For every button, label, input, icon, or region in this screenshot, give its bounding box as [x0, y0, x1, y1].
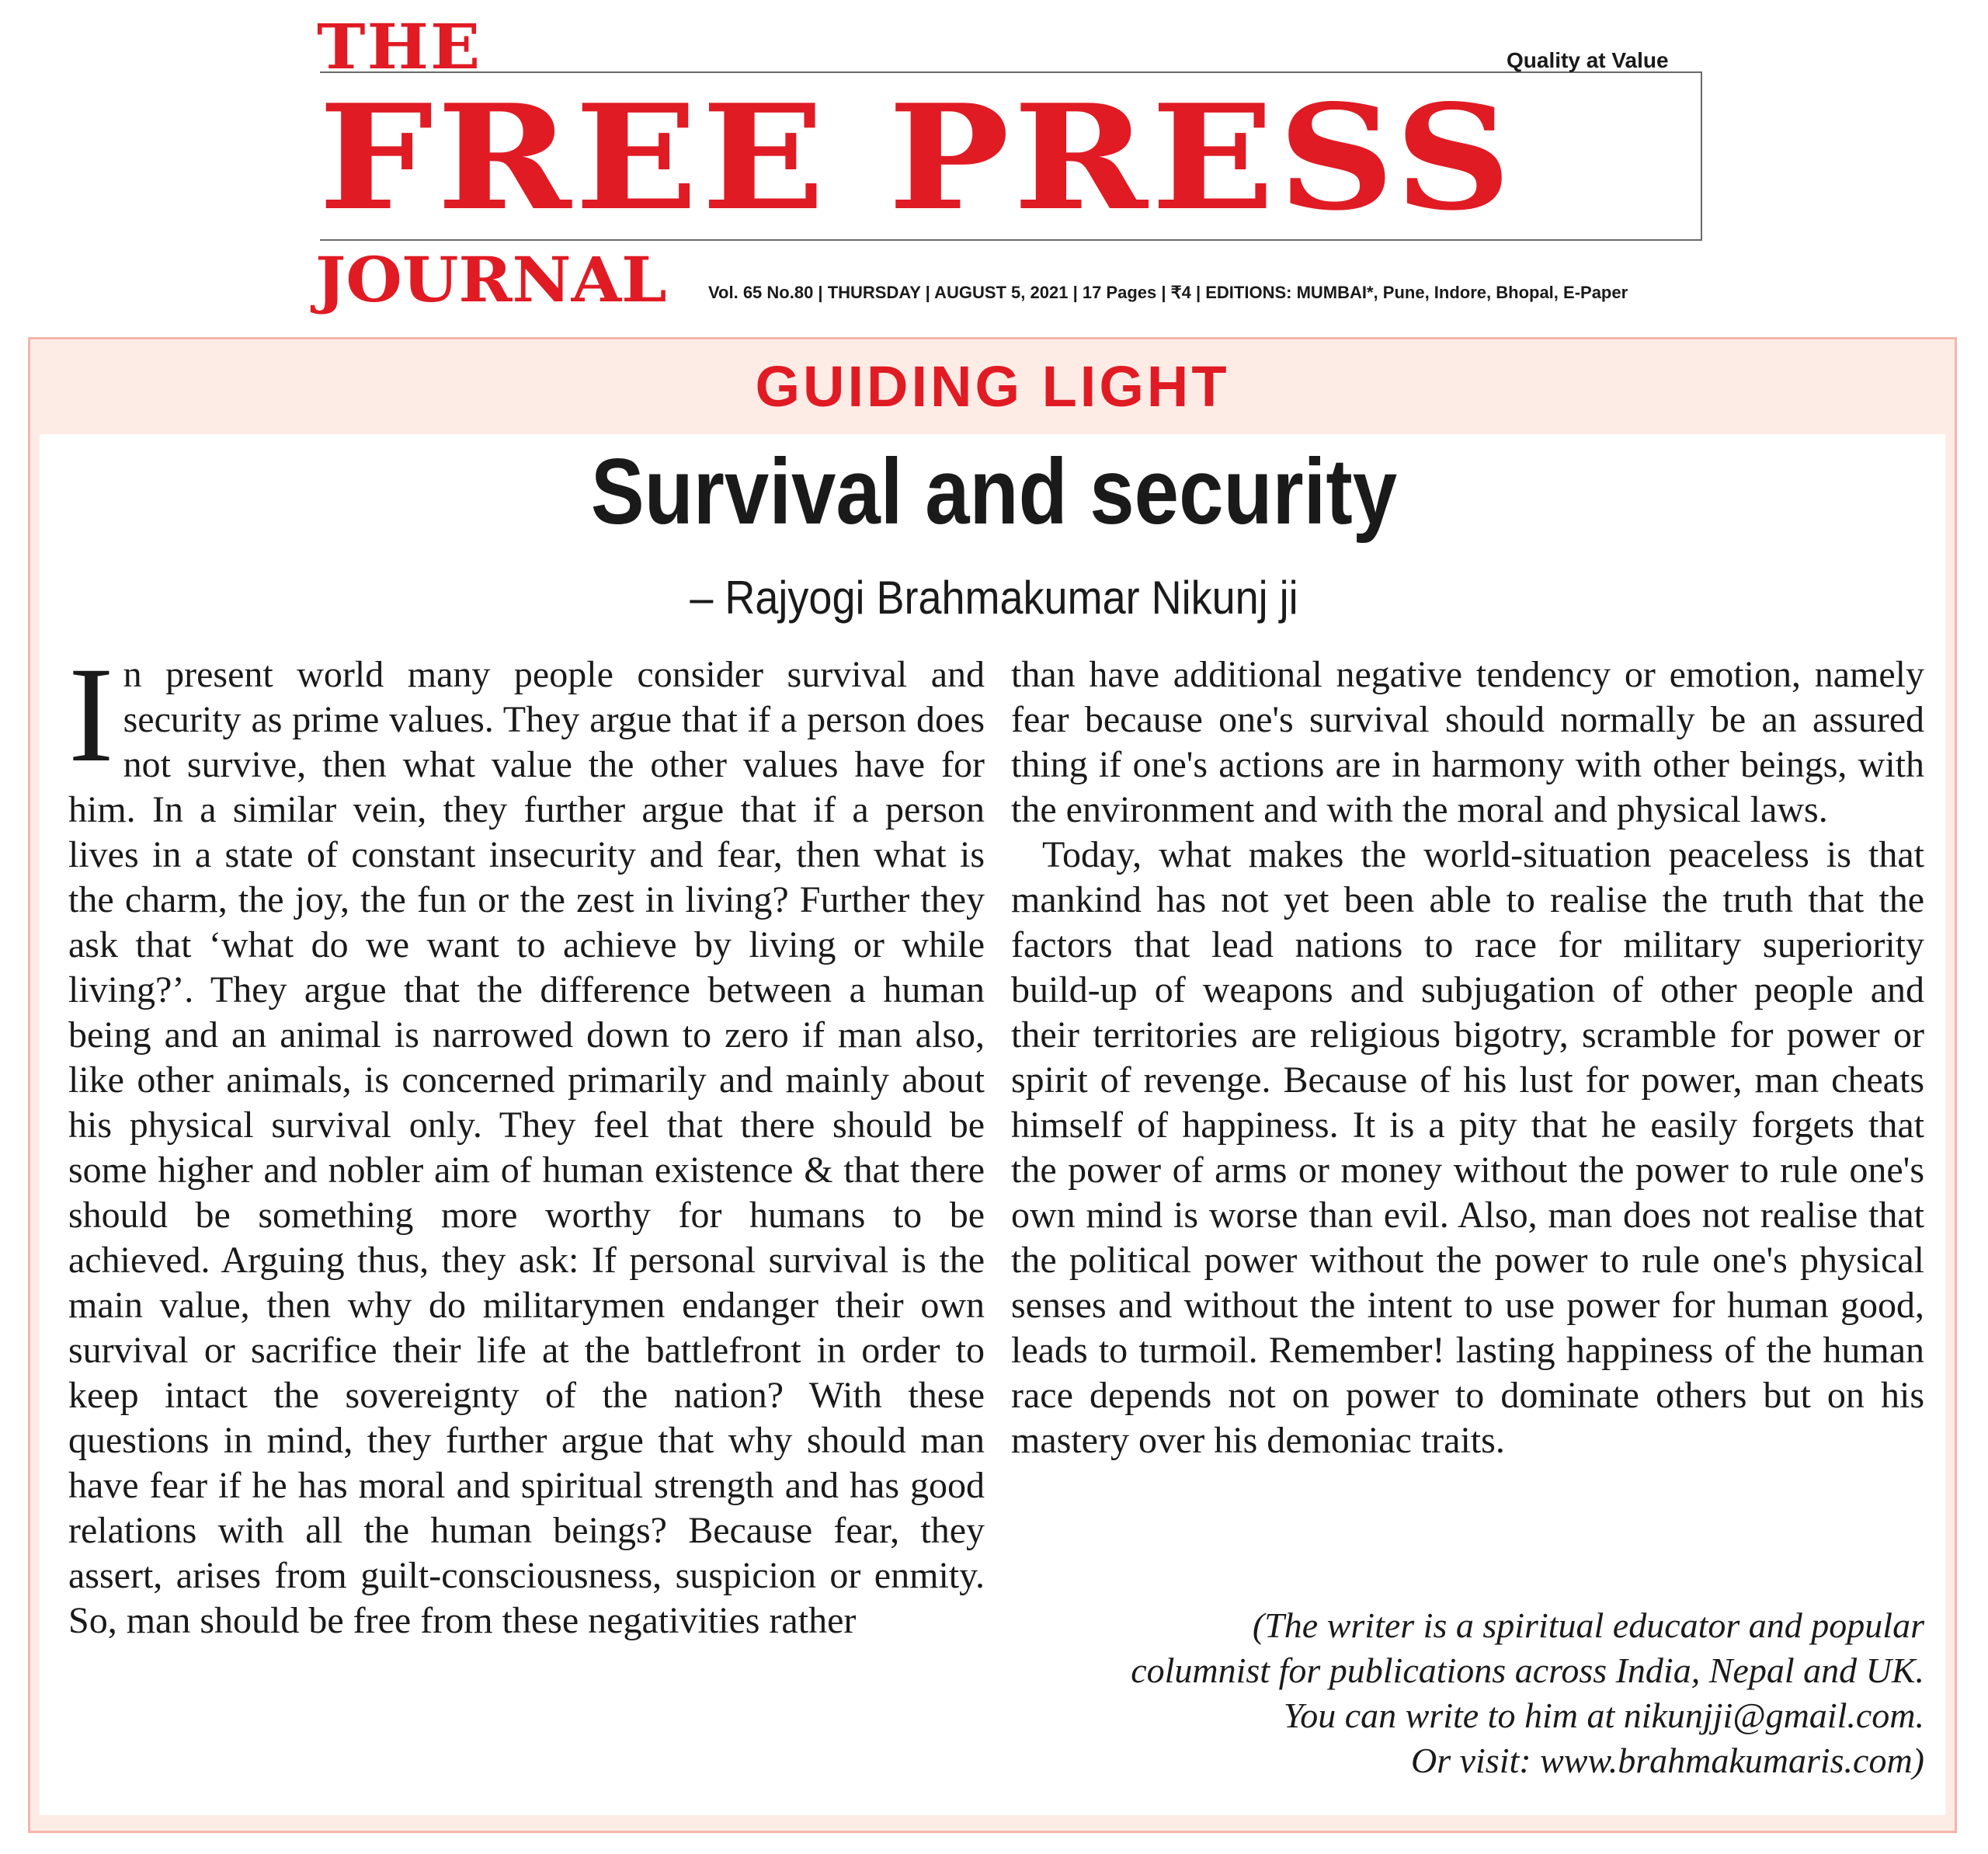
article-byline: – Rajyogi Brahmakumar Nikunj ji	[690, 572, 1298, 624]
masthead	[0, 0, 1988, 326]
masthead-free-press: FREE PRESS	[318, 72, 1515, 242]
masthead-journal: JOURNAL	[315, 243, 667, 316]
masthead-the: THE	[317, 10, 482, 83]
article-paragraph: than have additional negative tendency or emotion, namely fear because one's survival should normally be an assured thing if one's actions are in harmony with other beings, with the environment and with the moral and physical laws.	[1011, 654, 1924, 830]
author-note-line: You can write to him at nikunjji@gmail.com.	[1283, 1696, 1924, 1735]
masthead-tagline: Quality at Value	[1507, 48, 1669, 72]
author-note-line: Or visit: www.brahmakumaris.com)	[1410, 1741, 1924, 1780]
author-note-line: columnist for publications across India, Nepal and UK.	[1131, 1651, 1924, 1690]
article-column-left	[68, 639, 985, 1644]
drop-cap: I	[68, 639, 114, 791]
article-paragraph: Today, what makes the world-situation peaceless is that mankind has not yet been able to realise the truth that the factors that lead nations to race for military superiority build-up of weapons and subjugation of other people and their territories are religious bigotry, scramble for power or spirit of revenge. Because of his lust for power, man cheats himself of happiness. It is a pity that he easily forgets that the power of arms or money without the power to rule one's own mind is worse than evil. Also, man does not realise that the political power without the power to rule one's physical senses and without the intent to use power for human good, leads to turmoil. Remember! lasting happiness of the human race depends not on power to dominate others but on his mastery over his demoniac traits.	[1011, 834, 1924, 1461]
article-paragraph: n present world many people consider survival and security as prime values. They argue that if a person does not survive, then what value the other values have for him. In a similar vein, they further argue that if a person lives in a state of constant insecurity and fear, then what is the charm, the joy, the fun or the zest in living? Further they ask that ‘what do we want to achieve by living or while living?’. They argue that the difference between a human being and an animal is narrowed down to zero if man also, like other animals, is concerned primarily and mainly about his physical survival only. They feel that there should be some higher and nobler aim of human existence & that there should be something more worthy for humans to be achieved. Arguing thus, they ask: If personal survival is the main value, then why do militarymen endanger their own survival or sacrifice their life at the battlefront in order to keep intact the sovereignty of the nation? With these questions in mind, they further argue that why should man have fear if he has moral and spiritual strength and has good relations with all the human beings? Because fear, they assert, arises from guilt-consciousness, suspicion or enmity. So, man should be free from these negativities rather	[68, 654, 985, 1641]
article-headline: Survival and security	[590, 440, 1398, 544]
masthead-edition-info: Vol. 65 No.80 | THURSDAY | AUGUST 5, 2021 | 17 Pages | ₹4 | EDITIONS: MUMBAI*, Pune, Indore, Bhopal, E-Paper	[708, 283, 1628, 302]
article-column-right	[1011, 652, 1924, 1463]
section-title: GUIDING LIGHT	[755, 354, 1230, 419]
author-note	[1011, 1603, 1924, 1783]
author-note-line: (The writer is a spiritual educator and popular	[1252, 1605, 1924, 1645]
